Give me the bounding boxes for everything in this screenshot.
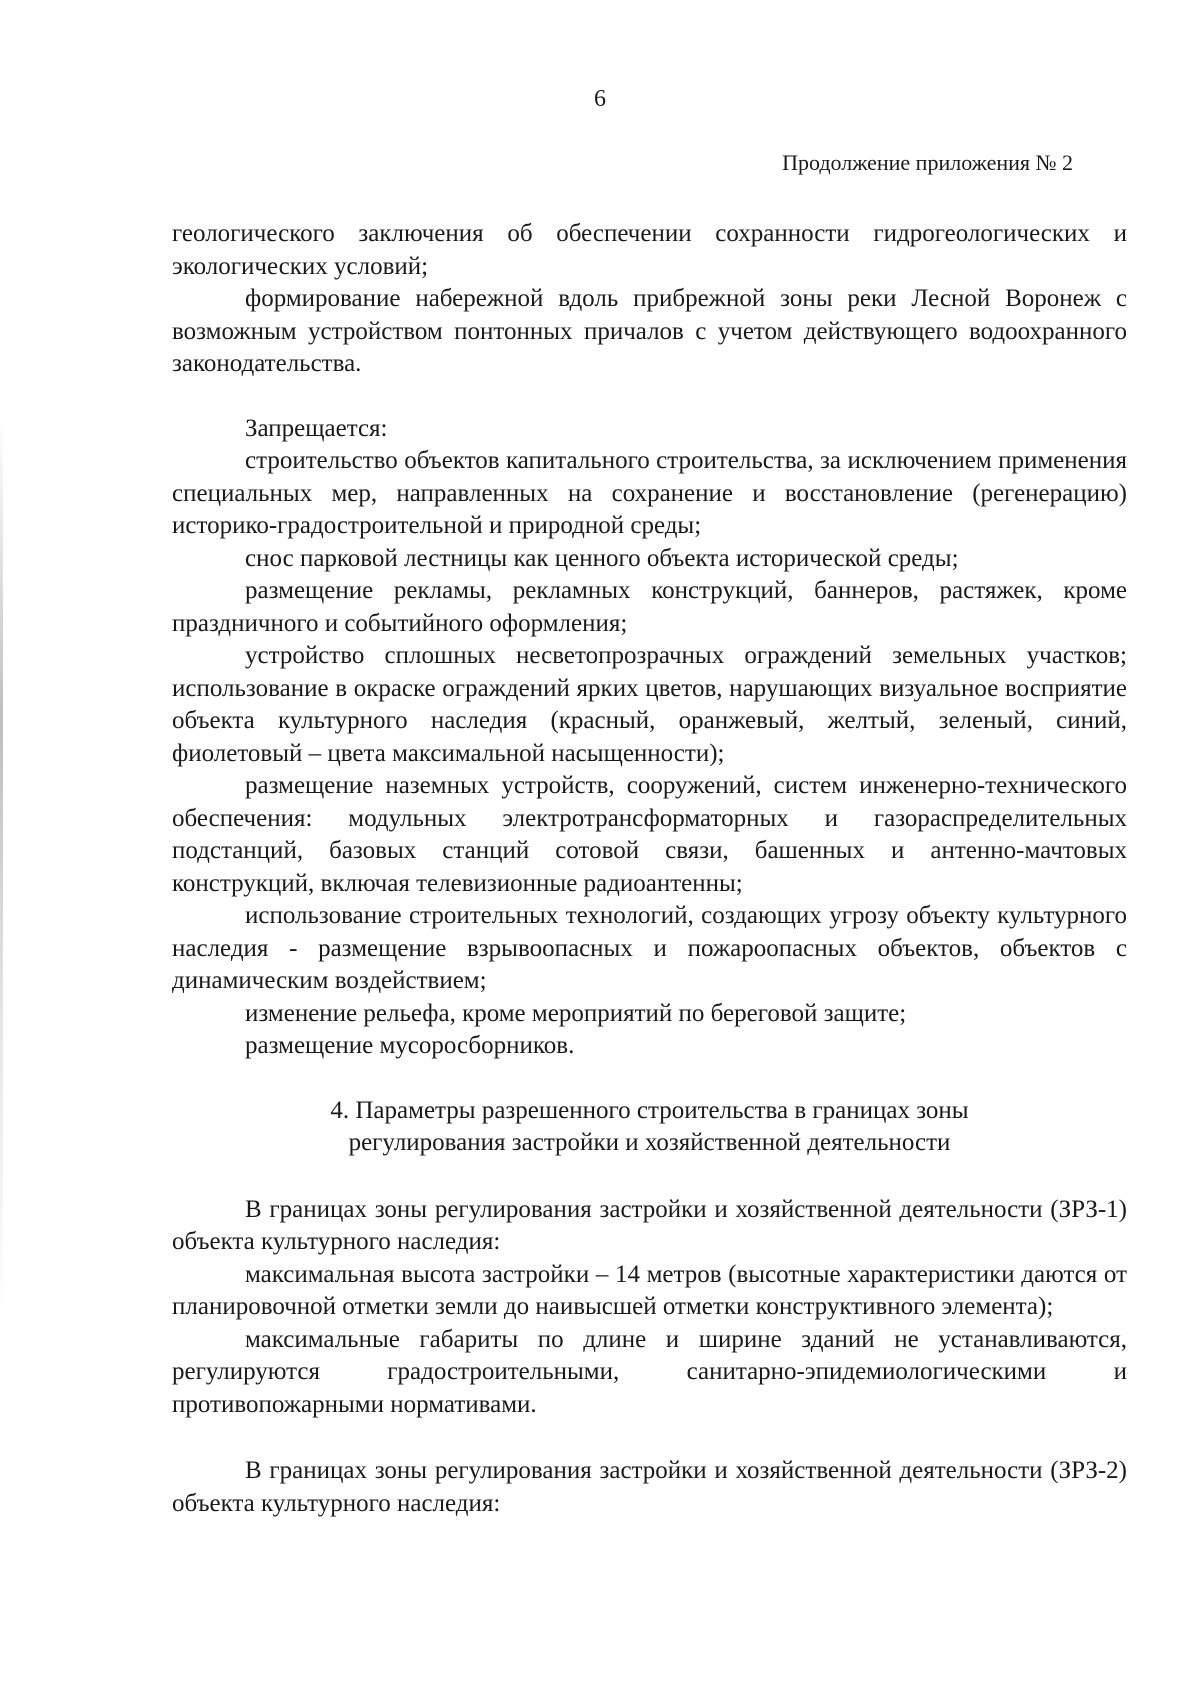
section-4-heading <box>172 1095 1127 1160</box>
paragraph-13: максимальная высота застройки – 14 метров (высотные характеристики даются от планировочной отметки земли до наивысшей отметки конструктивного элемента); <box>172 1260 1127 1320</box>
paragraph-2: формирование набережной вдоль прибрежной зоны реки Лесной Воронеж с возможным устройством понтонных причалов с учетом действующего водоохранного законодательства. <box>172 285 1127 377</box>
paragraph-6: размещение рекламы, рекламных конструкций, баннеров, растяжек, кроме праздничного и событийного оформления; <box>172 577 1127 637</box>
paragraph-11: размещение мусоросборников. <box>245 1032 575 1059</box>
paragraph-prohibited-heading: Запрещается: <box>245 414 388 442</box>
paragraph-15: В границах зоны регулирования застройки и хозяйственной деятельности (ЗРЗ-2) объекта культурного наследия: <box>172 1457 1127 1517</box>
document-body <box>172 218 1127 1520</box>
page-number: 6 <box>594 86 606 112</box>
paragraph-10: изменение рельефа, кроме мероприятий по береговой защите; <box>245 999 907 1027</box>
section-heading-line-1: 4. Параметры разрешенного строительства в границах зоны <box>330 1096 969 1124</box>
paragraph-9: использование строительных технологий, создающих угрозу объекту культурного наследия - размещение взрывоопасных и пожароопасных объектов, объектов с динамическим воздействием; <box>172 902 1127 994</box>
paragraph-12: В границах зоны регулирования застройки и хозяйственной деятельности (ЗРЗ-1) объекта культурного наследия: <box>172 1195 1127 1255</box>
paragraph-14: максимальные габариты по длине и ширине зданий не устанавливаются, регулируются градостроительными, санитарно-эпидемиологическими и противопожарными нормативами. <box>172 1325 1127 1418</box>
paragraph-5: снос парковой лестницы как ценного объекта исторической среды; <box>245 544 959 572</box>
paragraph-7: устройство сплошных несветопрозрачных ограждений земельных участков; использование в окраске ограждений ярких цветов, нарушающих визуальное восприятие объекта культурного наследия (красный, оранжевый, желтый, зеленый, синий, фиолетовый – цвета максимальной насыщенности); <box>172 642 1127 767</box>
scan-edge-shadow <box>0 420 3 1320</box>
section-heading-line-2: регулирования застройки и хозяйственной деятельности <box>348 1129 951 1156</box>
appendix-continuation-note: Продолжение приложения № 2 <box>782 150 1073 175</box>
paragraph-1: геологического заключения об обеспечении сохранности гидрогеологических и экологических условий; <box>172 220 1127 280</box>
paragraph-8: размещение наземных устройств, сооружений, систем инженерно-технического обеспечения: модульных электротрансформаторных и газораспределительных подстанций, базовых станций сотовой связи, башенных и антенно-мачтовых конструкций, включая телевизионные радиоантенны; <box>172 772 1127 897</box>
paragraph-4: строительство объектов капитального строительства, за исключением применения специальных мер, направленных на сохранение и восстановление (регенерацию) историко-градостроительной и природной среды; <box>172 447 1127 539</box>
